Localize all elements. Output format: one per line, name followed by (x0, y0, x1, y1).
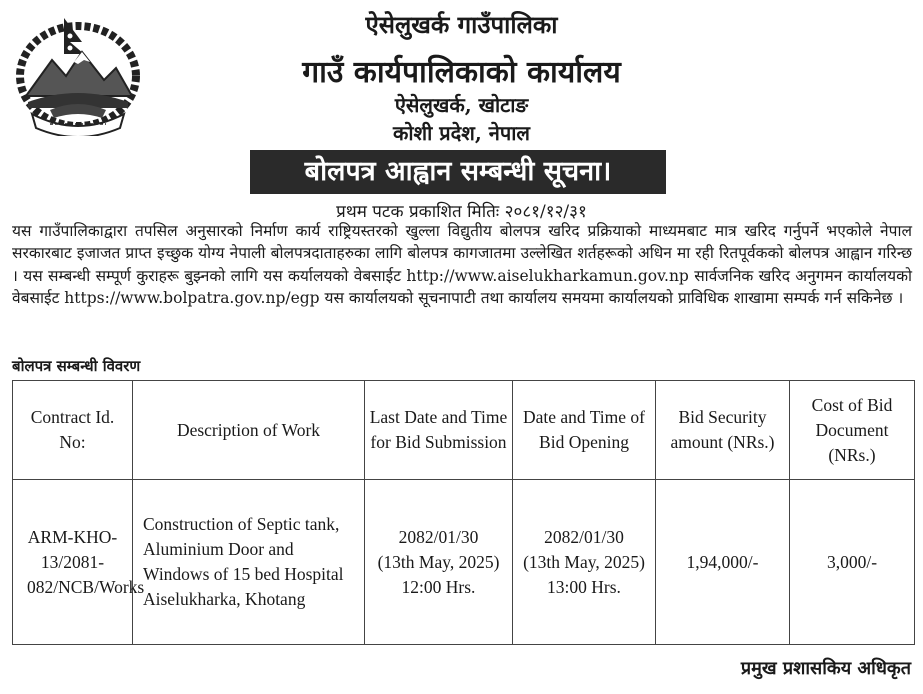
table-header-row (13, 381, 915, 480)
published-date: प्रथम पटक प्रकाशित मितिः २०८१/१२/३१ (336, 202, 587, 222)
header-description: Description of Work (133, 381, 365, 480)
cell-opening-date (513, 480, 656, 645)
section-label: बोलपत्र सम्बन्धी विवरण (12, 357, 141, 375)
submission-date-ad: (13th May, 2025) (377, 551, 500, 572)
header-opening-date: Date and Time of Bid Opening (513, 381, 656, 480)
office-name: गाउँ कार्यपालिकाको कार्यालय (302, 55, 621, 90)
opening-date-bs: 2082/01/30 (544, 526, 624, 547)
cell-document-cost: 3,000/- (790, 480, 915, 645)
opening-date-ad: (13th May, 2025) (523, 551, 645, 572)
notice-body: यस गाउँपालिकाद्वारा तपसिल अनुसारको निर्माण कार्य राष्ट्रियस्तरको खुल्ला विद्युतीय बोलपत्र खरिद प्रक्रियाको माध्यमबाट मात्र खरिद गर्नुपर्ने भएकोले नेपाल सरकारबाट इजाजत प्राप्त इच्छुक योग्य नेपाली बोलपत्रदाताहरुका लागि बोलपत्र कागजातमा उल्लेखित शर्तहरूको अधिन मा रही रितपूर्वकको बोलपत्र आह्वान गरिन्छ । यस सम्बन्धी सम्पूर्ण कुराहरू बुझ्नको लागि यस कर्यालयको वेबसाईट http://www.aiselukharkamun.gov.np सार्वजनिक खरिद अनुगमन कार्यालयको वेबसाईट https://www.bolpatra.gov.np/egp यस कार्यालयको सूचनापाटी तथा कार्यालय समयमा कार्यालयको प्राविधिक शाखामा सम्पर्क गर्न सकिनेछ । (12, 222, 913, 308)
table-row (13, 480, 915, 645)
office-location: ऐसेलुखर्क, खोटाङ (394, 93, 529, 117)
signatory: प्रमुख प्रशासकिय अधिकृत (740, 658, 911, 679)
header-contract-id: Contract Id. No: (13, 381, 133, 480)
header-document-cost: Cost of Bid Document (NRs.) (790, 381, 915, 480)
opening-time: 13:00 Hrs. (547, 576, 621, 597)
office-province: कोशी प्रदेश, नेपाल (392, 121, 530, 145)
bid-details-table (12, 380, 915, 645)
cell-contract-id: ARM-KHO-13/2081-082/NCB/Works (13, 480, 133, 645)
notice-title: बोलपत्र आह्वान सम्बन्धी सूचना। (250, 150, 666, 194)
municipality-name: ऐसेलुखर्क गाउँपालिका (365, 10, 558, 39)
header-bid-security: Bid Security amount (NRs.) (656, 381, 790, 480)
cell-submission-date (365, 480, 513, 645)
cell-bid-security: 1,94,000/- (656, 480, 790, 645)
header-submission-date: Last Date and Time for Bid Submission (365, 381, 513, 480)
cell-description: Construction of Septic tank, Aluminium Door and Windows of 15 bed Hospital Aiselukharka, Khotang (133, 480, 365, 645)
submission-time: 12:00 Hrs. (401, 576, 476, 597)
submission-date-bs: 2082/01/30 (398, 526, 479, 547)
